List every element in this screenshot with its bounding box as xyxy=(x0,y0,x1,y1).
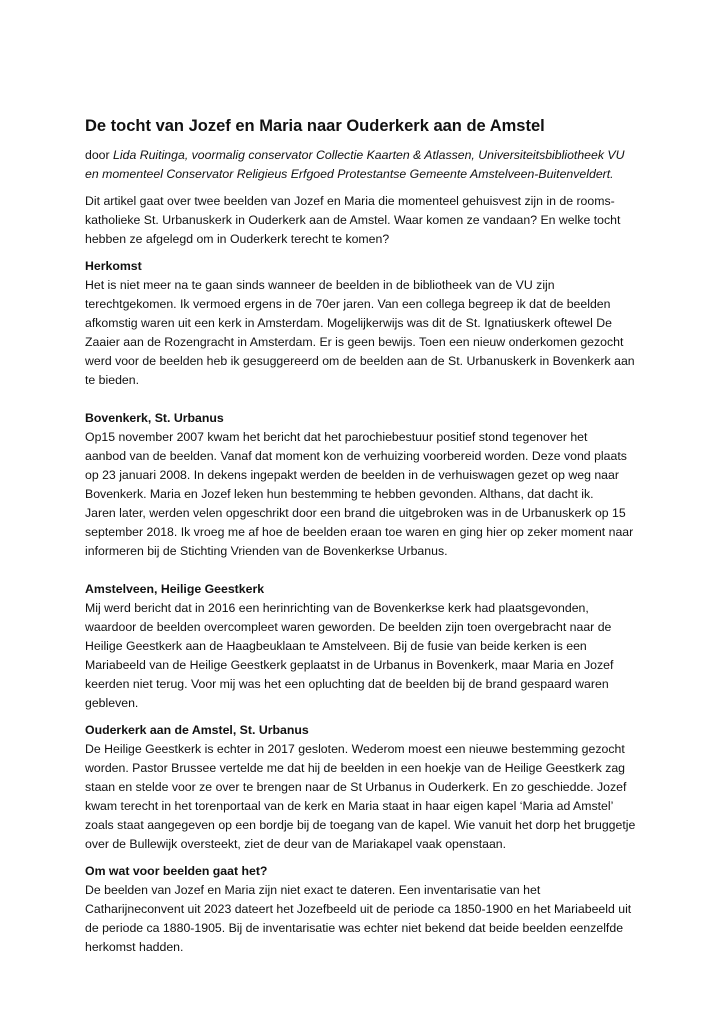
section-line: herkomst hadden. xyxy=(85,940,184,954)
section-line: op 23 januari 2008. In dekens ingepakt werden de beelden in de verhuiswagen gezet op weg naar xyxy=(85,468,619,482)
section-line: Mariabeeld van de Heilige Geestkerk geplaatst in de Urbanus in Bovenkerk, maar Maria en Jozef xyxy=(85,658,614,672)
intro-line: katholieke St. Urbanuskerk in Ouderkerk aan de Amstel. Waar komen ze vandaan? En welke tocht xyxy=(85,213,621,227)
intro-line: Dit artikel gaat over twee beelden van Jozef en Maria die momenteel gehuisvest zijn in de rooms- xyxy=(85,194,615,208)
section-line: te bieden. xyxy=(85,373,140,387)
section-line: worden. Pastor Brussee vertelde me dat hij de beelden in een hoekje van de Heilige Geestkerk zag xyxy=(85,761,626,775)
section-line: Jaren later, werden velen opgeschrikt door een brand die uitgebroken was in de Urbanuskerk op 15 xyxy=(85,506,626,520)
section-line: Bovenkerk. Maria en Jozef leken hun bestemming te hebben gevonden. Althans, dat dacht ik. xyxy=(85,487,594,501)
section-line: afkomstig waren uit een kerk in Amsterdam. Mogelijkerwijs was dit de St. Ignatiuskerk oftewel De xyxy=(85,316,612,330)
section-line: kwam terecht in het torenportaal van de kerk en Maria staat in haar eigen kapel ‘Maria ad Amstel’ xyxy=(85,799,614,813)
section-line: terechtgekomen. Ik vermoed ergens in de 70er jaren. Van een collega begreep ik dat de beelden xyxy=(85,297,611,311)
section-amstelveen xyxy=(85,580,645,713)
section-herkomst xyxy=(85,257,645,390)
author-line-2: en momenteel Conservator Religieus Erfgoed Protestantse Gemeente Amstelveen-Buitenveldert. xyxy=(85,167,614,181)
section-beelden xyxy=(85,862,645,957)
section-ouderkerk xyxy=(85,721,645,854)
byline-prefix: door xyxy=(85,148,114,162)
section-line: werd voor de beelden heb ik gesuggereerd om de beelden aan de St. Urbanuskerk in Bovenkerk aan xyxy=(85,354,635,368)
section-line: gebleven. xyxy=(85,696,139,710)
section-heading: Amstelveen, Heilige Geestkerk xyxy=(85,582,265,596)
byline xyxy=(85,146,645,184)
section-line: over de Bullewijk oversteekt, ziet de deur van de Mariakapel vaak openstaan. xyxy=(85,837,507,851)
byline-line-1 xyxy=(85,146,645,165)
intro-paragraph xyxy=(85,192,645,249)
section-line: Mij werd bericht dat in 2016 een herinrichting van de Bovenkerkse kerk had plaatsgevonden, xyxy=(85,601,589,615)
section-line: keerden niet terug. Voor mij was het een opluchting dat de beelden bij de brand gespaard waren xyxy=(85,677,609,691)
section-heading: Herkomst xyxy=(85,259,142,273)
intro-line: hebben ze afgelegd om in Ouderkerk terecht te komen? xyxy=(85,232,390,246)
section-line: aanbod van de beelden. Vanaf dat moment kon de verhuizing voorbereid worden. Deze vond plaats xyxy=(85,449,627,463)
document-title: De tocht van Jozef en Maria naar Ouderkerk aan de Amstel xyxy=(85,117,545,135)
section-line: staan en stelde voor ze over te brengen naar de St Urbanus in Ouderkerk. En zo geschiedde. Jozef xyxy=(85,780,627,794)
section-line: Op15 november 2007 kwam het bericht dat het parochiebestuur positief stond tegenover het xyxy=(85,430,588,444)
section-line: september 2018. Ik vroeg me af hoe de beelden eraan toe waren en ging hier op zeker moment naar xyxy=(85,525,634,539)
section-line: zoals staat aangegeven op een bordje bij de toegang van de kapel. Wie vanuit het dorp het bruggetje xyxy=(85,818,636,832)
section-heading: Om wat voor beelden gaat het? xyxy=(85,864,268,878)
section-line: Het is niet meer na te gaan sinds wanneer de beelden in de bibliotheek van de VU zijn xyxy=(85,278,555,292)
section-line: De beelden van Jozef en Maria zijn niet exact te dateren. Een inventarisatie van het xyxy=(85,883,541,897)
section-heading: Ouderkerk aan de Amstel, St. Urbanus xyxy=(85,723,309,737)
document-page xyxy=(85,115,645,957)
section-line: waardoor de beelden overcompleet waren geworden. De beelden zijn toen overgebracht naar de xyxy=(85,620,612,634)
section-line: Catharijneconvent uit 2023 dateert het Jozefbeeld uit de periode ca 1850-1900 en het Mariabeeld uit xyxy=(85,902,632,916)
author-line-1: Lida Ruitinga, voormalig conservator Collectie Kaarten & Atlassen, Universiteitsbibliotheek VU xyxy=(113,148,625,162)
section-line: Zaaier aan de Rozengracht in Amsterdam. Er is geen bewijs. Toen een nieuw onderkomen gezocht xyxy=(85,335,624,349)
section-line: Heilige Geestkerk aan de Haagbeuklaan te Amstelveen. Bij de fusie van beide kerken is een xyxy=(85,639,587,653)
section-heading: Bovenkerk, St. Urbanus xyxy=(85,411,224,425)
section-line: de periode ca 1880-1905. Bij de inventarisatie was echter niet bekend dat beide beelden eenzelfde xyxy=(85,921,624,935)
section-line: informeren bij de Stichting Vrienden van de Bovenkerkse Urbanus. xyxy=(85,544,448,558)
section-line: De Heilige Geestkerk is echter in 2017 gesloten. Wederom moest een nieuwe bestemming gezocht xyxy=(85,742,625,756)
section-bovenkerk xyxy=(85,409,645,561)
